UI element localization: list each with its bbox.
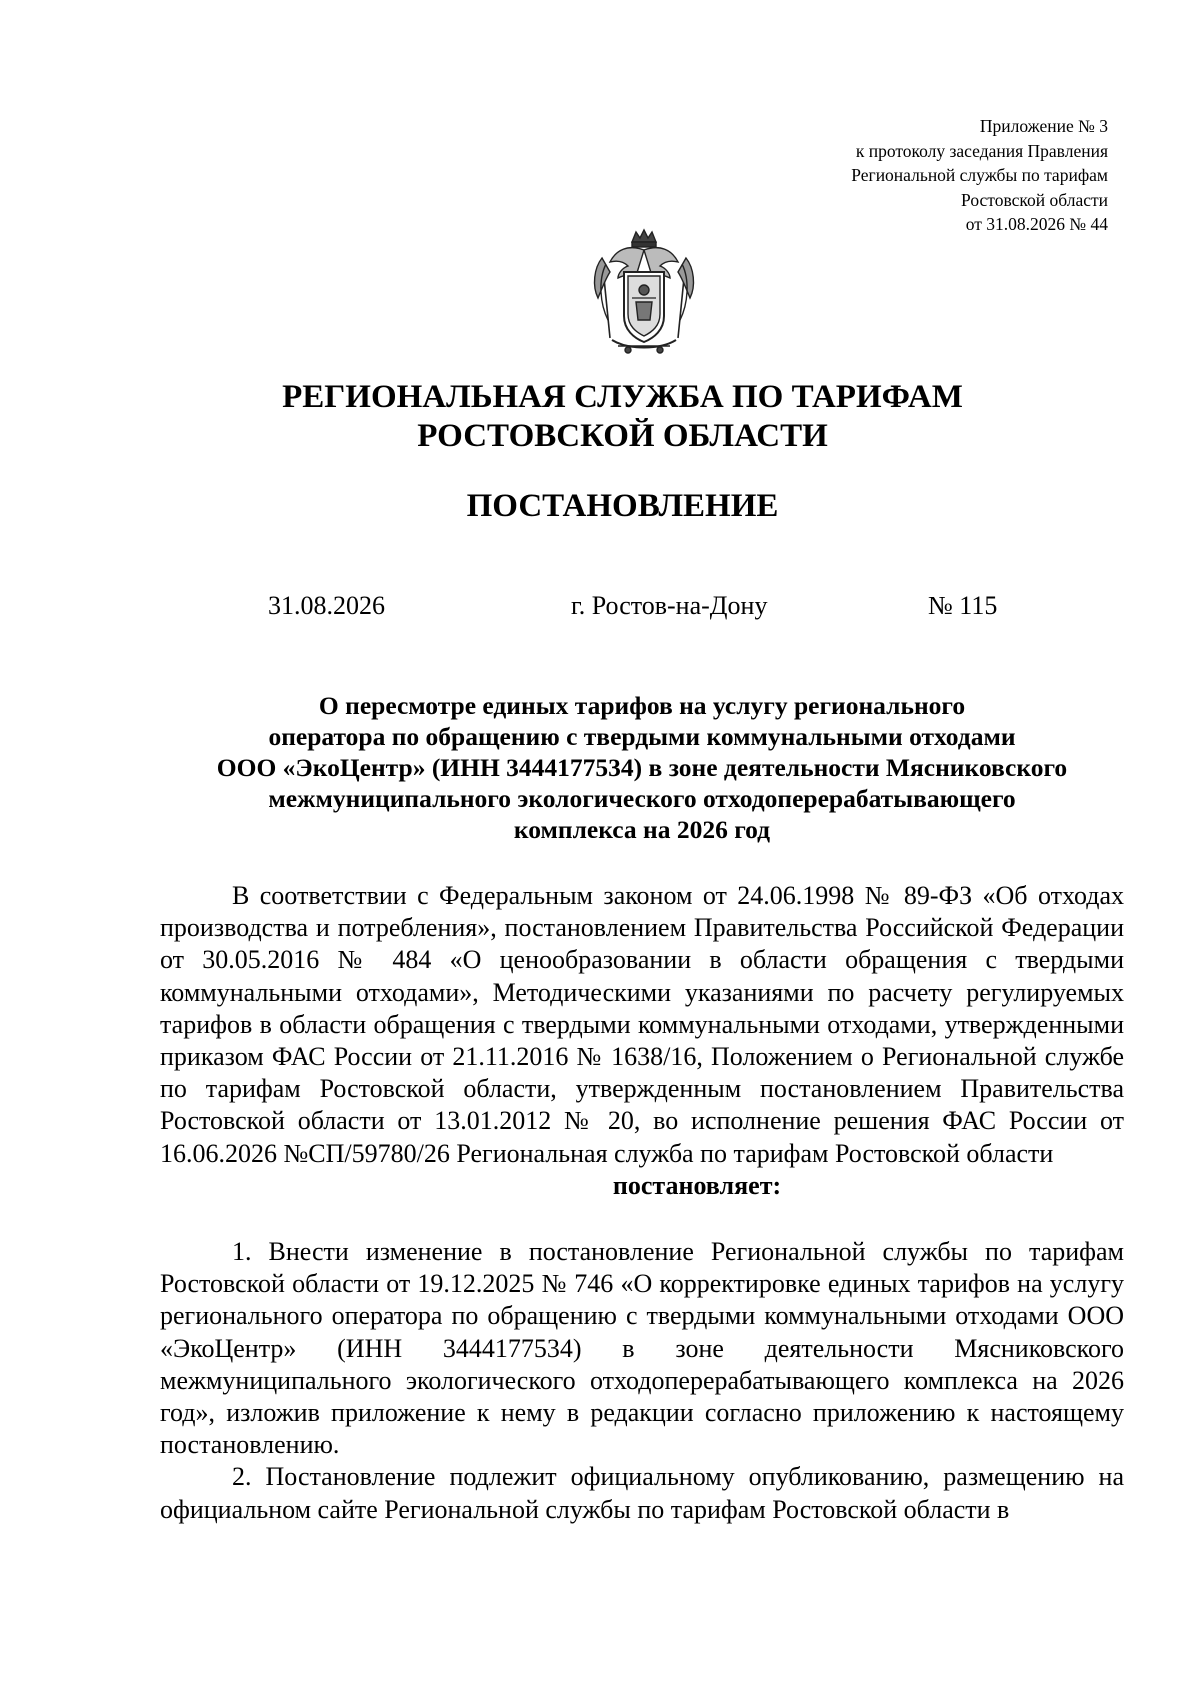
preamble-paragraph: В соответствии с Федеральным законом от 24.06.1998 № 89-ФЗ «Об отходах производства и потребления», постановлением Правительства Российской Федерации от 30.05.2016 № 484 «О ценообразовании в области обращения с твердыми коммунальными отходами», Методическими указаниями по расчету регулируемых тарифов в области обращения с твердыми коммунальными отходами, утвержденными приказом ФАС России от 21.11.2016 № 1638/16, Положением о Региональной службе по тарифам Ростовской области, утвержденным постановлением Правительства Ростовской области от 13.01.2012 № 20, во исполнение решения ФАС России от 16.06.2026 №СП/59780/26 Региональная служба по тарифам Ростовской области <box>160 881 1124 1168</box>
annex-line: Приложение № 3 <box>979 116 1108 136</box>
subject-line: оператора по обращению с твердыми коммунальными отходами <box>268 722 1016 751</box>
decree-word: постановляет: <box>612 1170 782 1200</box>
annex-reference <box>851 114 1108 237</box>
document-body <box>160 880 1124 1526</box>
decree-item-2: 2. Постановление подлежит официальному опубликованию, размещению на официальном сайте Региональной службы по тарифам Ростовской области в <box>160 1462 1124 1524</box>
annex-line: Региональной службы по тарифам <box>851 165 1108 185</box>
document-city: г. Ростов-на-Дону <box>571 591 768 620</box>
subject-line: ООО «ЭкоЦентр» (ИНН 3444177534) в зоне деятельности Мясниковского <box>216 753 1068 782</box>
annex-line: к протоколу заседания Правления <box>855 140 1108 161</box>
agency-name <box>0 378 1200 456</box>
document-date: 31.08.2026 <box>268 591 385 620</box>
annex-line: от 31.08.2026 № 44 <box>965 214 1108 234</box>
document-subject <box>160 690 1124 845</box>
annex-line: Ростовской области <box>961 189 1108 210</box>
agency-name-line: РЕГИОНАЛЬНАЯ СЛУЖБА ПО ТАРИФАМ <box>282 379 963 415</box>
document-number: № 115 <box>928 591 998 620</box>
decree-item-1: 1. Внести изменение в постановление Региональной службы по тарифам Ростовской области от 19.12.2025 № 746 «О корректировке единых тарифов на услугу регионального оператора по обращению с твердыми коммунальными отходами ООО «ЭкоЦентр» (ИНН 3444177534) в зоне деятельности Мясниковского межмуниципального экологического отходоперерабатывающего комплекса на 2026 год», изложив приложение к нему в редакции согласно приложению к настоящему постановлению. <box>160 1237 1124 1460</box>
agency-name-line: РОСТОВСКОЙ ОБЛАСТИ <box>417 418 828 454</box>
document-type-title: ПОСТАНОВЛЕНИЕ <box>466 488 779 524</box>
coat-of-arms-icon <box>588 228 700 356</box>
subject-line: комплекса на 2026 год <box>513 815 771 844</box>
subject-line: О пересмотре единых тарифов на услугу регионального <box>318 691 966 720</box>
subject-line: межмуниципального экологического отходоперерабатывающего <box>268 784 1016 813</box>
